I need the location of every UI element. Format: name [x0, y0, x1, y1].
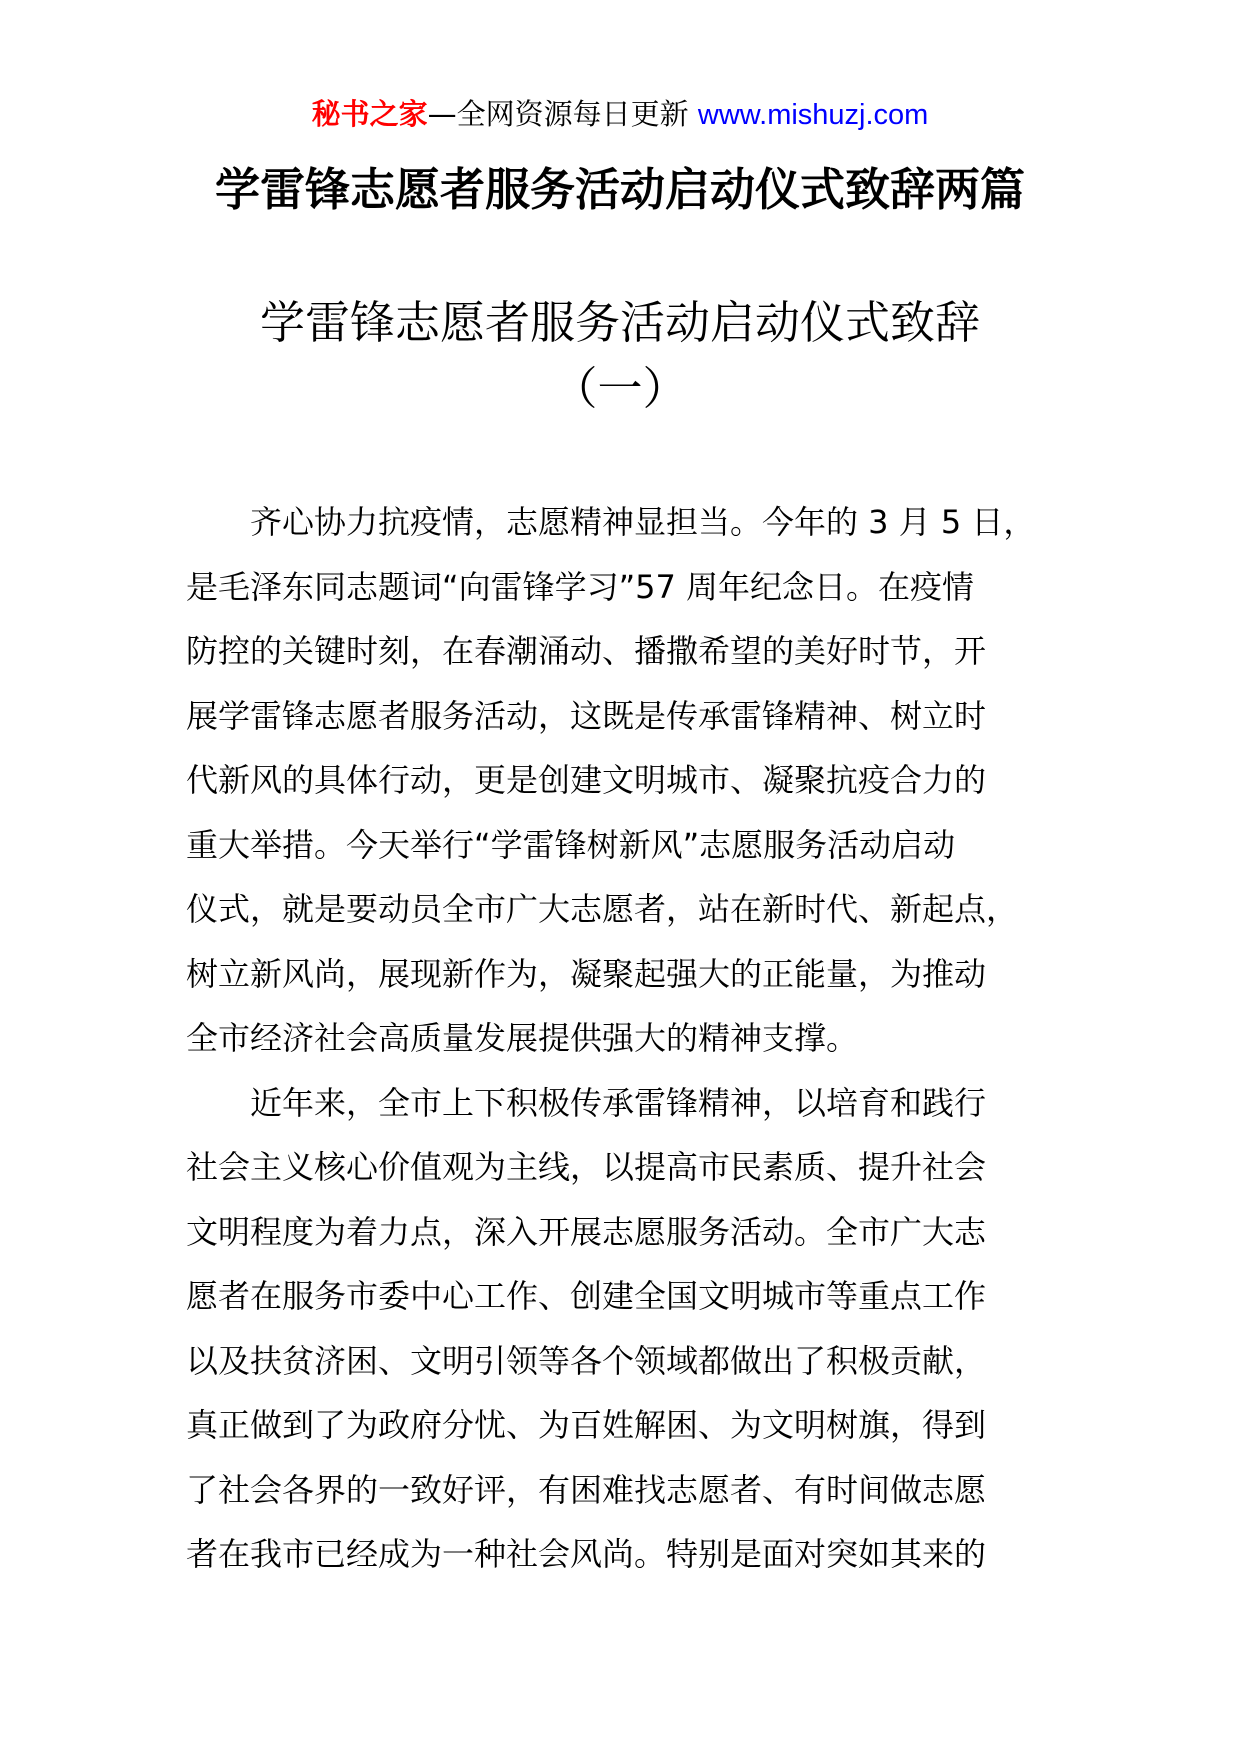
site-header [0, 94, 1240, 135]
paragraph-line: 者在我市已经成为一种社会风尚。特别是面对突如其来的 [186, 1535, 987, 1573]
paragraph-line: 了社会各界的一致好评，有困难找志愿者、有时间做志愿 [186, 1470, 987, 1509]
header-tagline: —全网资源每日更新 [427, 97, 689, 131]
paragraph-line: 文明程度为着力点，深入开展志愿服务活动。全市广大志 [186, 1212, 987, 1251]
paragraph-line: 齐心协力抗疫情，志愿精神显担当。今年的 3 月 5 日， [250, 503, 1036, 541]
section-index: （一） [552, 362, 688, 415]
paragraph-line: 代新风的具体行动，更是创建文明城市、凝聚抗疫合力的 [186, 761, 987, 799]
paragraph-line: 近年来，全市上下积极传承雷锋精神，以培育和践行 [250, 1083, 987, 1122]
paragraph-line: 真正做到了为政府分忧、为百姓解困、为文明树旗，得到 [186, 1406, 987, 1444]
site-url-link[interactable]: www.mishuzj.com [697, 99, 929, 131]
section-title: 学雷锋志愿者服务活动启动仪式致辞 [259, 296, 980, 349]
document-title: 学雷锋志愿者服务活动启动仪式致辞两篇 [214, 163, 1025, 216]
paragraph-line: 以及扶贫济困、文明引领等各个领域都做出了积极贡献， [186, 1341, 987, 1380]
paragraph-line: 愿者在服务市委中心工作、创建全国文明城市等重点工作 [186, 1277, 987, 1315]
paragraph-line: 防控的关键时刻，在春潮涌动、播撒希望的美好时节，开 [186, 632, 987, 670]
paragraph-line: 社会主义核心价值观为主线，以提高市民素质、提升社会 [186, 1148, 987, 1186]
brand-name: 秘书之家 [311, 97, 428, 131]
paragraph-line: 仪式，就是要动员全市广大志愿者，站在新时代、新起点， [186, 890, 1019, 928]
paragraph-line: 是毛泽东同志题词“向雷锋学习”57 周年纪念日。在疫情 [186, 567, 975, 606]
body-text [186, 490, 1056, 1587]
paragraph-line: 全市经济社会高质量发展提供强大的精神支撑。 [186, 1019, 859, 1057]
paragraph-line: 展学雷锋志愿者服务活动，这既是传承雷锋精神、树立时 [186, 696, 987, 735]
paragraph-line: 重大举措。今天举行“学雷锋树新风”志愿服务活动启动 [186, 825, 956, 864]
paragraph-line: 树立新风尚，展现新作为，凝聚起强大的正能量，为推动 [186, 954, 987, 993]
